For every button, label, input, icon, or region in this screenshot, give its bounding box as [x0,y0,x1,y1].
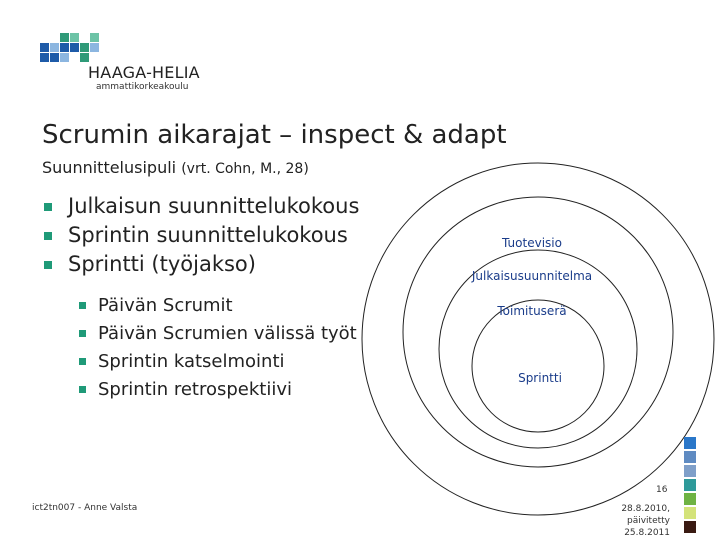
footer-author: ict2tn007 - Anne Valsta [32,503,138,513]
subtitle-main: Suunnittelusipuli [42,158,182,177]
color-swatch [684,465,696,477]
color-swatch [684,493,696,505]
slide-title: Scrumin aikarajat – inspect & adapt [42,120,507,150]
color-swatch [684,479,696,491]
logo-subtitle: ammattikorkeakoulu [96,82,189,92]
onion-label-second: Julkaisusuunnitelma [471,269,593,283]
color-swatch [684,521,696,533]
accent-color-bar [684,437,696,535]
color-swatch [684,437,696,449]
onion-label-inner: Sprintti [518,371,562,385]
color-swatch [684,507,696,519]
onion-label-third: Toimituserä [497,304,567,318]
sub-bullet-item: Sprintin katselmointi [78,348,357,376]
main-bullet-list [42,192,359,279]
bullet-item: Sprintin suunnittelukokous [42,221,359,250]
sub-bullet-item: Päivän Scrumien välissä työt [78,320,357,348]
color-swatch [684,451,696,463]
footer-date-line: 25.8.2011 [624,528,670,538]
page-number: 16 [656,485,668,495]
footer-date-line: päivitetty [626,516,670,526]
bullet-item: Julkaisun suunnittelukokous [42,192,359,221]
bullet-item: Sprintti (työjakso) [42,250,359,279]
footer-date [621,503,670,539]
onion-ring-inner [472,300,604,432]
onion-ring-outer [362,163,714,515]
onion-label-outer: Tuotevisio [502,236,562,250]
logo-name: HAAGA-HELIA [88,63,200,82]
sub-bullet-list [78,292,357,404]
footer-date-line: 28.8.2010, [621,504,670,514]
sub-bullet-item: Sprintin retrospektiivi [78,376,357,404]
sub-bullet-item: Päivän Scrumit [78,292,357,320]
subtitle-reference: (vrt. Cohn, M., 28) [181,161,309,177]
